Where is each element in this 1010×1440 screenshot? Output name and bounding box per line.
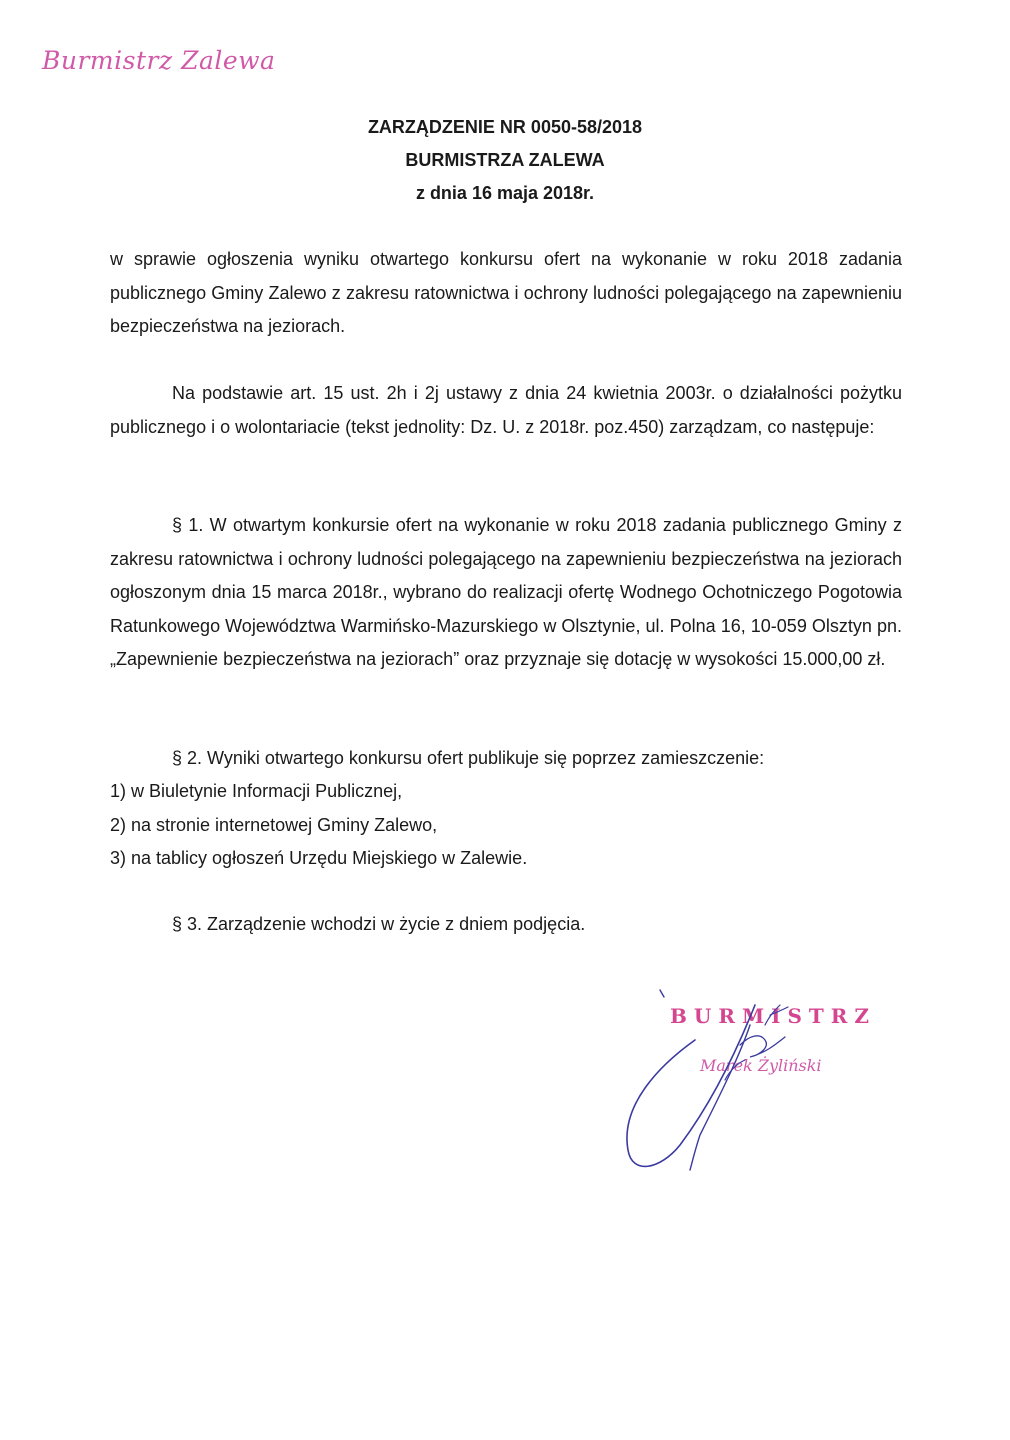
document-title: ZARZĄDZENIE NR 0050-58/2018 xyxy=(367,117,643,137)
office-stamp: Burmistrz Zalewa xyxy=(42,46,276,75)
list-item: 1) w Biuletynie Informacji Publicznej, xyxy=(110,781,403,801)
subject-paragraph: w sprawie ogłoszenia wyniku otwartego konkursu ofert na wykonanie w roku 2018 zadania publicznego Gminy Zalewo z zakresu ratownictwa i ochrony ludności polegającego na zapewnieniu bezpieczeństwa na jeziorach. xyxy=(110,249,902,336)
document-issuer: BURMISTRZA ZALEWA xyxy=(405,150,605,170)
legal-basis-paragraph: Na podstawie art. 15 ust. 2h i 2j ustawy z dnia 24 kwietnia 2003r. o działalności pożytku publicznego i o wolontariacie (tekst jednolity: Dz. U. z 2018r. poz.450) zarządzam, co następuje: xyxy=(110,383,902,437)
section-2-paragraph: § 2. Wyniki otwartego konkursu ofert publikuje się poprzez zamieszczenie: xyxy=(172,748,765,768)
publication-list xyxy=(110,775,902,876)
signature-stamp-title: BURMISTRZ xyxy=(670,1004,877,1028)
handwritten-signature xyxy=(600,985,860,1185)
section-3-paragraph: § 3. Zarządzenie wchodzi w życie z dniem podjęcia. xyxy=(172,914,586,934)
document-date: z dnia 16 maja 2018r. xyxy=(415,183,595,203)
signature-stamp-name: Marek Żyliński xyxy=(700,1056,822,1075)
list-item: 3) na tablicy ogłoszeń Urzędu Miejskiego w Zalewie. xyxy=(110,848,528,868)
list-item: 2) na stronie internetowej Gminy Zalewo, xyxy=(110,814,438,835)
section-1-paragraph: § 1. W otwartym konkursie ofert na wykonanie w roku 2018 zadania publicznego Gminy z zakresu ratownictwa i ochrony ludności polegającego na zapewnieniu bezpieczeństwa na jeziorach ogłoszonym dnia 15 marca 2018r., wybrano do realizacji ofertę Wodnego Ochotniczego Pogotowia Ratunkowego Województwa Warmińsko-Mazurskiego w Olsztynie, ul. Polna 16, 10-059 Olsztyn pn. „Zapewnienie bezpieczeństwa na jeziorach” oraz przyznaje się dotację w wysokości 15.000,00 zł. xyxy=(110,515,902,669)
